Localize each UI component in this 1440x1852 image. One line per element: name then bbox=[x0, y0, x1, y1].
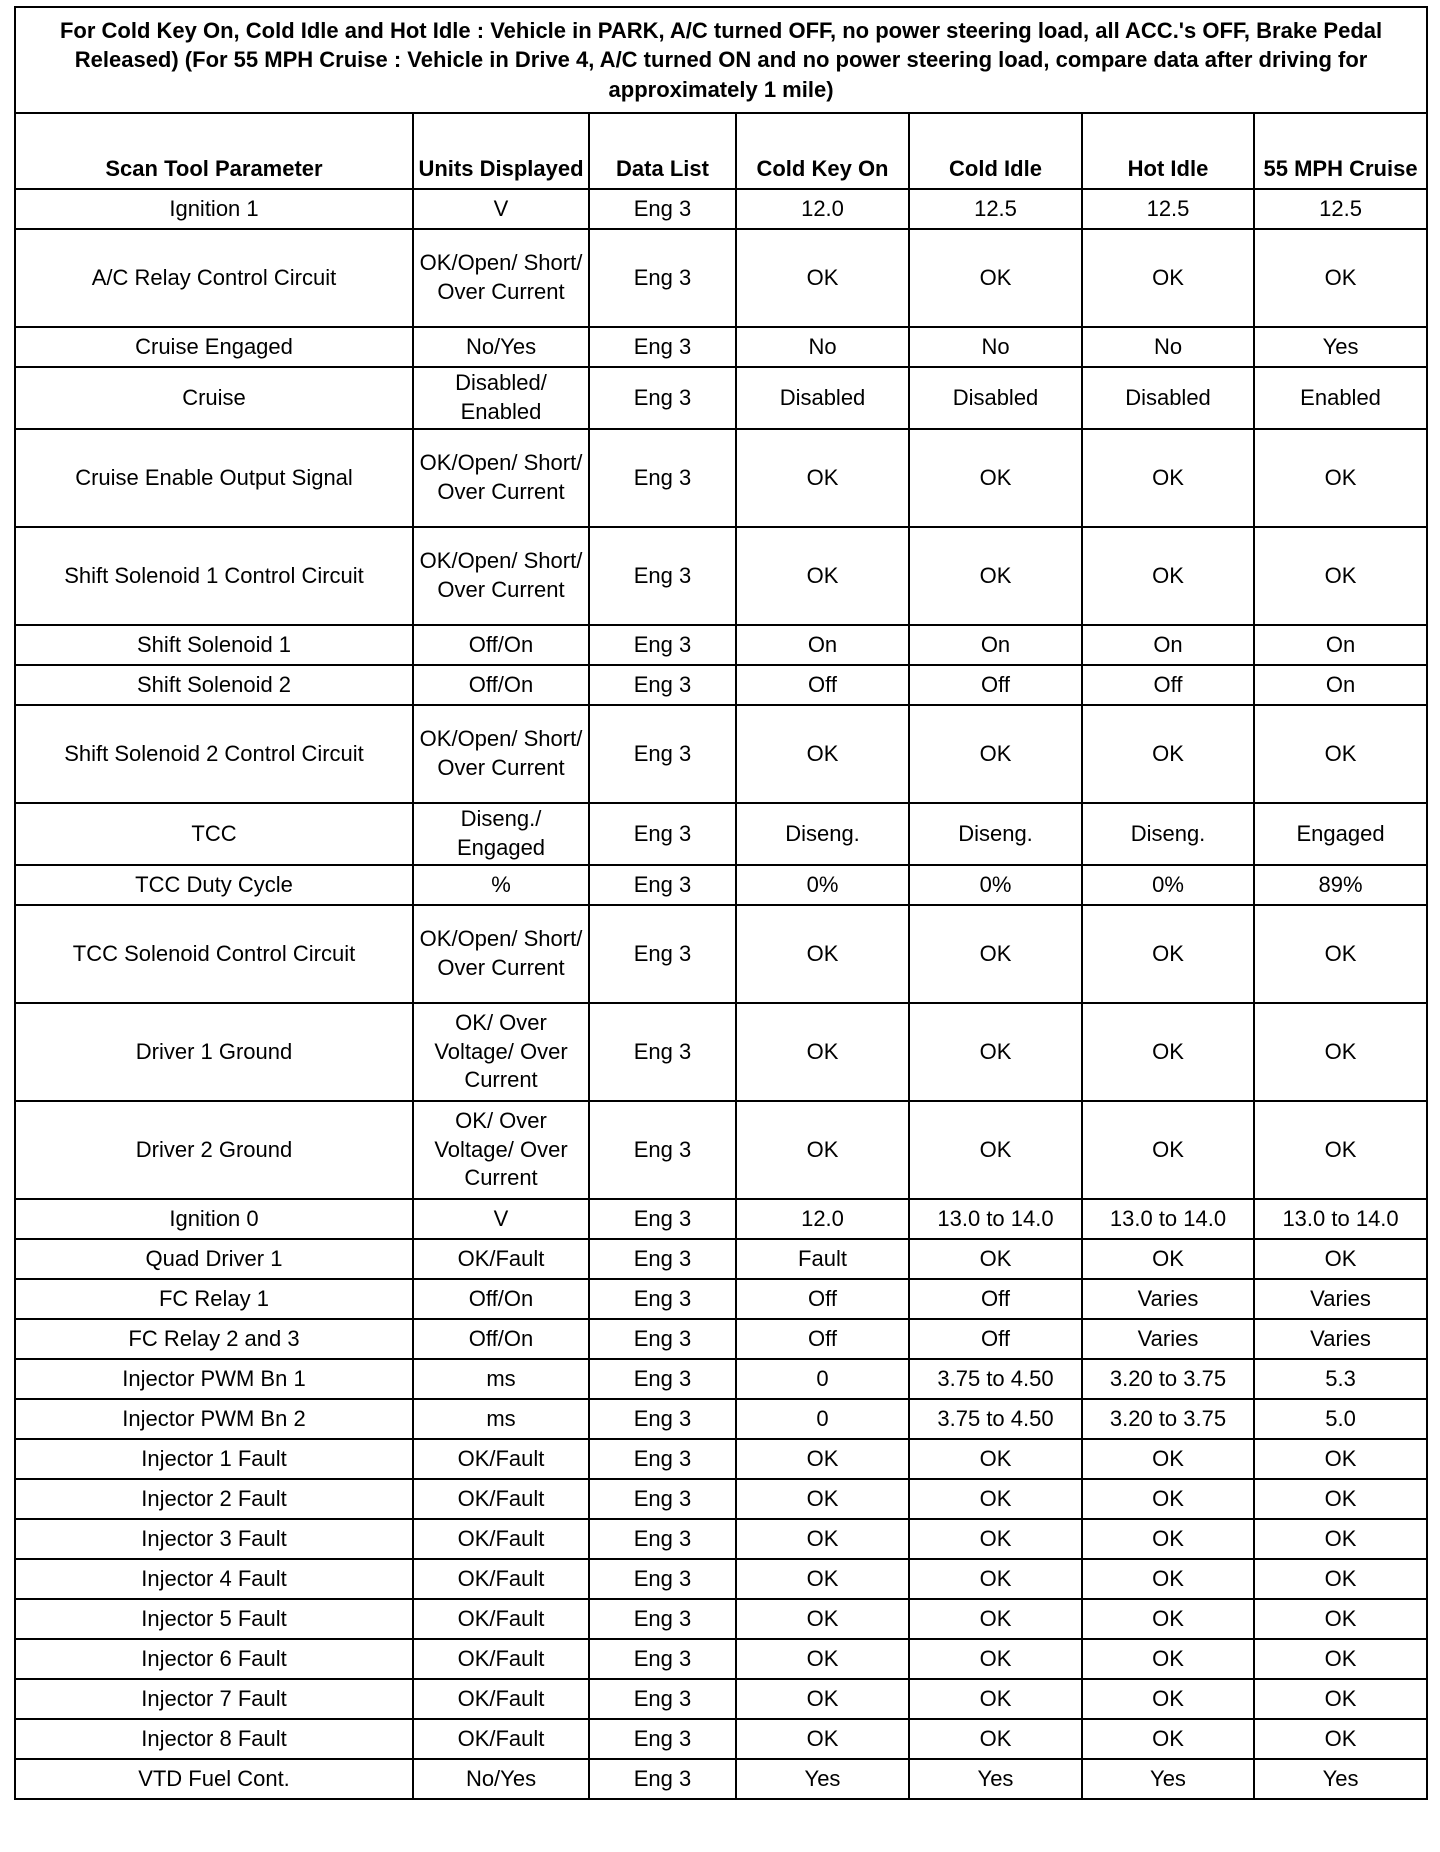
cell-hot-idle: OK bbox=[1082, 1439, 1254, 1479]
cell-cold-key-on: Disabled bbox=[736, 367, 909, 429]
table-row bbox=[15, 1679, 1427, 1719]
cell-cold-key-on: OK bbox=[736, 1719, 909, 1759]
cell-units: OK/Open/ Short/ Over Current bbox=[413, 527, 589, 625]
table-caption: For Cold Key On, Cold Idle and Hot Idle : Vehicle in PARK, A/C turned OFF, no power steering load, all ACC.'s OFF, Brake Pedal Released) (For 55 MPH Cruise : Vehicle in Drive 4, A/C turned ON and no power steering load, compare data after driving for approximately 1 mile) bbox=[15, 7, 1427, 113]
cell-data-list: Eng 3 bbox=[589, 1199, 736, 1239]
cell-55-mph-cruise: On bbox=[1254, 625, 1427, 665]
table-row bbox=[15, 803, 1427, 865]
cell-data-list: Eng 3 bbox=[589, 665, 736, 705]
cell-cold-key-on: OK bbox=[736, 1439, 909, 1479]
table-row bbox=[15, 429, 1427, 527]
cell-units: Diseng./ Engaged bbox=[413, 803, 589, 865]
cell-parameter: Driver 2 Ground bbox=[15, 1101, 413, 1199]
cell-cold-key-on: Off bbox=[736, 665, 909, 705]
cell-55-mph-cruise: 12.5 bbox=[1254, 189, 1427, 229]
cell-cold-key-on: 0 bbox=[736, 1359, 909, 1399]
cell-data-list: Eng 3 bbox=[589, 367, 736, 429]
cell-data-list: Eng 3 bbox=[589, 865, 736, 905]
table-row bbox=[15, 865, 1427, 905]
cell-cold-key-on: 0% bbox=[736, 865, 909, 905]
cell-parameter: Injector 2 Fault bbox=[15, 1479, 413, 1519]
cell-cold-key-on: Yes bbox=[736, 1759, 909, 1799]
cell-cold-idle: OK bbox=[909, 1101, 1082, 1199]
cell-parameter: A/C Relay Control Circuit bbox=[15, 229, 413, 327]
cell-cold-idle: Off bbox=[909, 1279, 1082, 1319]
cell-parameter: Injector 1 Fault bbox=[15, 1439, 413, 1479]
cell-data-list: Eng 3 bbox=[589, 1639, 736, 1679]
cell-hot-idle: OK bbox=[1082, 1479, 1254, 1519]
cell-units: OK/Fault bbox=[413, 1439, 589, 1479]
cell-parameter: Cruise bbox=[15, 367, 413, 429]
scan-tool-data-table bbox=[14, 6, 1428, 1800]
cell-hot-idle: On bbox=[1082, 625, 1254, 665]
cell-cold-key-on: Off bbox=[736, 1279, 909, 1319]
cell-units: OK/Fault bbox=[413, 1519, 589, 1559]
cell-parameter: Ignition 0 bbox=[15, 1199, 413, 1239]
cell-55-mph-cruise: 89% bbox=[1254, 865, 1427, 905]
cell-55-mph-cruise: Yes bbox=[1254, 1759, 1427, 1799]
cell-cold-idle: 13.0 to 14.0 bbox=[909, 1199, 1082, 1239]
cell-cold-key-on: OK bbox=[736, 1519, 909, 1559]
cell-units: No/Yes bbox=[413, 327, 589, 367]
cell-parameter: TCC Duty Cycle bbox=[15, 865, 413, 905]
cell-cold-idle: No bbox=[909, 327, 1082, 367]
cell-55-mph-cruise: Varies bbox=[1254, 1279, 1427, 1319]
cell-units: OK/Fault bbox=[413, 1719, 589, 1759]
cell-55-mph-cruise: Yes bbox=[1254, 327, 1427, 367]
cell-parameter: Shift Solenoid 2 bbox=[15, 665, 413, 705]
cell-parameter: Injector 6 Fault bbox=[15, 1639, 413, 1679]
cell-data-list: Eng 3 bbox=[589, 803, 736, 865]
cell-cold-key-on: Off bbox=[736, 1319, 909, 1359]
scan-tool-data-document bbox=[14, 6, 1426, 1800]
cell-cold-key-on: OK bbox=[736, 705, 909, 803]
cell-data-list: Eng 3 bbox=[589, 1479, 736, 1519]
cell-units: No/Yes bbox=[413, 1759, 589, 1799]
table-row bbox=[15, 665, 1427, 705]
cell-units: OK/Open/ Short/ Over Current bbox=[413, 429, 589, 527]
cell-data-list: Eng 3 bbox=[589, 429, 736, 527]
cell-data-list: Eng 3 bbox=[589, 1559, 736, 1599]
cell-55-mph-cruise: OK bbox=[1254, 1559, 1427, 1599]
cell-cold-key-on: OK bbox=[736, 1003, 909, 1101]
cell-55-mph-cruise: OK bbox=[1254, 229, 1427, 327]
cell-units: OK/ Over Voltage/ Over Current bbox=[413, 1003, 589, 1101]
cell-hot-idle: OK bbox=[1082, 429, 1254, 527]
cell-units: OK/Fault bbox=[413, 1639, 589, 1679]
table-row bbox=[15, 625, 1427, 665]
cell-data-list: Eng 3 bbox=[589, 1101, 736, 1199]
cell-hot-idle: Diseng. bbox=[1082, 803, 1254, 865]
cell-cold-key-on: OK bbox=[736, 1559, 909, 1599]
cell-cold-key-on: OK bbox=[736, 1679, 909, 1719]
cell-hot-idle: 12.5 bbox=[1082, 189, 1254, 229]
cell-cold-idle: OK bbox=[909, 1679, 1082, 1719]
cell-data-list: Eng 3 bbox=[589, 625, 736, 665]
cell-55-mph-cruise: OK bbox=[1254, 1639, 1427, 1679]
cell-cold-idle: 3.75 to 4.50 bbox=[909, 1399, 1082, 1439]
header-scan-tool-parameter: Scan Tool Parameter bbox=[15, 113, 413, 189]
cell-cold-idle: Disabled bbox=[909, 367, 1082, 429]
cell-data-list: Eng 3 bbox=[589, 705, 736, 803]
cell-cold-key-on: No bbox=[736, 327, 909, 367]
cell-cold-idle: OK bbox=[909, 1439, 1082, 1479]
cell-cold-idle: 12.5 bbox=[909, 189, 1082, 229]
cell-data-list: Eng 3 bbox=[589, 1279, 736, 1319]
cell-parameter: Shift Solenoid 1 Control Circuit bbox=[15, 527, 413, 625]
cell-units: ms bbox=[413, 1399, 589, 1439]
cell-55-mph-cruise: OK bbox=[1254, 1003, 1427, 1101]
header-cold-idle: Cold Idle bbox=[909, 113, 1082, 189]
table-row bbox=[15, 1519, 1427, 1559]
cell-parameter: Cruise Enable Output Signal bbox=[15, 429, 413, 527]
cell-parameter: Injector 8 Fault bbox=[15, 1719, 413, 1759]
cell-55-mph-cruise: OK bbox=[1254, 1239, 1427, 1279]
cell-hot-idle: OK bbox=[1082, 1003, 1254, 1101]
table-row bbox=[15, 367, 1427, 429]
table-row bbox=[15, 1559, 1427, 1599]
table-body bbox=[15, 189, 1427, 1799]
cell-parameter: Quad Driver 1 bbox=[15, 1239, 413, 1279]
cell-data-list: Eng 3 bbox=[589, 1719, 736, 1759]
cell-parameter: TCC Solenoid Control Circuit bbox=[15, 905, 413, 1003]
cell-units: OK/ Over Voltage/ Over Current bbox=[413, 1101, 589, 1199]
cell-data-list: Eng 3 bbox=[589, 1759, 736, 1799]
cell-units: OK/Fault bbox=[413, 1479, 589, 1519]
cell-cold-idle: Yes bbox=[909, 1759, 1082, 1799]
cell-data-list: Eng 3 bbox=[589, 1519, 736, 1559]
cell-hot-idle: No bbox=[1082, 327, 1254, 367]
cell-55-mph-cruise: 13.0 to 14.0 bbox=[1254, 1199, 1427, 1239]
cell-cold-idle: 3.75 to 4.50 bbox=[909, 1359, 1082, 1399]
cell-parameter: Shift Solenoid 2 Control Circuit bbox=[15, 705, 413, 803]
table-row bbox=[15, 1101, 1427, 1199]
cell-parameter: Shift Solenoid 1 bbox=[15, 625, 413, 665]
table-row bbox=[15, 1719, 1427, 1759]
cell-cold-idle: OK bbox=[909, 1239, 1082, 1279]
cell-hot-idle: 13.0 to 14.0 bbox=[1082, 1199, 1254, 1239]
cell-cold-idle: OK bbox=[909, 1639, 1082, 1679]
cell-55-mph-cruise: OK bbox=[1254, 1679, 1427, 1719]
cell-parameter: Injector 3 Fault bbox=[15, 1519, 413, 1559]
cell-units: OK/Fault bbox=[413, 1599, 589, 1639]
cell-hot-idle: OK bbox=[1082, 1719, 1254, 1759]
cell-data-list: Eng 3 bbox=[589, 1679, 736, 1719]
cell-parameter: TCC bbox=[15, 803, 413, 865]
cell-cold-key-on: OK bbox=[736, 527, 909, 625]
cell-55-mph-cruise: OK bbox=[1254, 1101, 1427, 1199]
cell-55-mph-cruise: OK bbox=[1254, 527, 1427, 625]
cell-parameter: Injector PWM Bn 2 bbox=[15, 1399, 413, 1439]
cell-data-list: Eng 3 bbox=[589, 1003, 736, 1101]
cell-55-mph-cruise: OK bbox=[1254, 1479, 1427, 1519]
table-row bbox=[15, 705, 1427, 803]
cell-parameter: VTD Fuel Cont. bbox=[15, 1759, 413, 1799]
table-row bbox=[15, 1359, 1427, 1399]
cell-cold-key-on: OK bbox=[736, 1101, 909, 1199]
cell-55-mph-cruise: On bbox=[1254, 665, 1427, 705]
cell-data-list: Eng 3 bbox=[589, 1319, 736, 1359]
cell-cold-key-on: OK bbox=[736, 429, 909, 527]
table-row bbox=[15, 1199, 1427, 1239]
cell-parameter: FC Relay 2 and 3 bbox=[15, 1319, 413, 1359]
cell-units: V bbox=[413, 1199, 589, 1239]
table-row bbox=[15, 1399, 1427, 1439]
cell-hot-idle: OK bbox=[1082, 1599, 1254, 1639]
cell-parameter: Ignition 1 bbox=[15, 189, 413, 229]
cell-cold-idle: OK bbox=[909, 1003, 1082, 1101]
cell-55-mph-cruise: Engaged bbox=[1254, 803, 1427, 865]
cell-cold-key-on: Diseng. bbox=[736, 803, 909, 865]
cell-units: Off/On bbox=[413, 1279, 589, 1319]
table-row bbox=[15, 1599, 1427, 1639]
cell-cold-idle: OK bbox=[909, 1559, 1082, 1599]
cell-hot-idle: 3.20 to 3.75 bbox=[1082, 1359, 1254, 1399]
cell-hot-idle: OK bbox=[1082, 229, 1254, 327]
table-row bbox=[15, 1759, 1427, 1799]
cell-cold-key-on: 12.0 bbox=[736, 189, 909, 229]
cell-data-list: Eng 3 bbox=[589, 229, 736, 327]
cell-hot-idle: Varies bbox=[1082, 1279, 1254, 1319]
cell-cold-idle: OK bbox=[909, 229, 1082, 327]
cell-parameter: Injector 5 Fault bbox=[15, 1599, 413, 1639]
cell-units: OK/Open/ Short/ Over Current bbox=[413, 229, 589, 327]
cell-cold-key-on: OK bbox=[736, 1639, 909, 1679]
table-row bbox=[15, 1279, 1427, 1319]
cell-cold-key-on: OK bbox=[736, 229, 909, 327]
table-row bbox=[15, 905, 1427, 1003]
cell-55-mph-cruise: 5.3 bbox=[1254, 1359, 1427, 1399]
cell-data-list: Eng 3 bbox=[589, 1359, 736, 1399]
table-row bbox=[15, 1239, 1427, 1279]
cell-data-list: Eng 3 bbox=[589, 1399, 736, 1439]
cell-cold-key-on: OK bbox=[736, 1479, 909, 1519]
cell-units: OK/Fault bbox=[413, 1239, 589, 1279]
cell-55-mph-cruise: OK bbox=[1254, 1599, 1427, 1639]
cell-parameter: Injector 7 Fault bbox=[15, 1679, 413, 1719]
cell-cold-idle: Off bbox=[909, 1319, 1082, 1359]
cell-cold-idle: OK bbox=[909, 1599, 1082, 1639]
cell-cold-idle: OK bbox=[909, 1479, 1082, 1519]
cell-hot-idle: OK bbox=[1082, 705, 1254, 803]
cell-cold-idle: OK bbox=[909, 527, 1082, 625]
cell-cold-key-on: OK bbox=[736, 1599, 909, 1639]
cell-parameter: FC Relay 1 bbox=[15, 1279, 413, 1319]
header-units-displayed: Units Displayed bbox=[413, 113, 589, 189]
table-row bbox=[15, 1439, 1427, 1479]
cell-55-mph-cruise: OK bbox=[1254, 705, 1427, 803]
cell-data-list: Eng 3 bbox=[589, 527, 736, 625]
cell-cold-idle: Diseng. bbox=[909, 803, 1082, 865]
cell-units: OK/Fault bbox=[413, 1679, 589, 1719]
cell-cold-idle: 0% bbox=[909, 865, 1082, 905]
cell-cold-key-on: 0 bbox=[736, 1399, 909, 1439]
cell-hot-idle: OK bbox=[1082, 527, 1254, 625]
cell-hot-idle: OK bbox=[1082, 1639, 1254, 1679]
cell-hot-idle: OK bbox=[1082, 1559, 1254, 1599]
cell-cold-idle: OK bbox=[909, 905, 1082, 1003]
cell-data-list: Eng 3 bbox=[589, 327, 736, 367]
cell-hot-idle: 0% bbox=[1082, 865, 1254, 905]
cell-hot-idle: Off bbox=[1082, 665, 1254, 705]
cell-cold-idle: OK bbox=[909, 1719, 1082, 1759]
cell-55-mph-cruise: OK bbox=[1254, 905, 1427, 1003]
cell-cold-idle: Off bbox=[909, 665, 1082, 705]
table-row bbox=[15, 229, 1427, 327]
cell-55-mph-cruise: 5.0 bbox=[1254, 1399, 1427, 1439]
table-row bbox=[15, 1319, 1427, 1359]
cell-units: OK/Open/ Short/ Over Current bbox=[413, 905, 589, 1003]
table-row bbox=[15, 1639, 1427, 1679]
cell-hot-idle: OK bbox=[1082, 905, 1254, 1003]
header-data-list: Data List bbox=[589, 113, 736, 189]
cell-data-list: Eng 3 bbox=[589, 1239, 736, 1279]
table-row bbox=[15, 189, 1427, 229]
cell-cold-idle: OK bbox=[909, 1519, 1082, 1559]
cell-units: OK/Open/ Short/ Over Current bbox=[413, 705, 589, 803]
cell-55-mph-cruise: OK bbox=[1254, 1439, 1427, 1479]
header-cold-key-on: Cold Key On bbox=[736, 113, 909, 189]
header-row bbox=[15, 113, 1427, 189]
cell-units: OK/Fault bbox=[413, 1559, 589, 1599]
cell-units: Disabled/ Enabled bbox=[413, 367, 589, 429]
cell-cold-key-on: Fault bbox=[736, 1239, 909, 1279]
cell-55-mph-cruise: OK bbox=[1254, 429, 1427, 527]
cell-hot-idle: 3.20 to 3.75 bbox=[1082, 1399, 1254, 1439]
cell-hot-idle: OK bbox=[1082, 1101, 1254, 1199]
cell-cold-key-on: 12.0 bbox=[736, 1199, 909, 1239]
cell-cold-idle: OK bbox=[909, 705, 1082, 803]
table-row bbox=[15, 327, 1427, 367]
cell-hot-idle: Varies bbox=[1082, 1319, 1254, 1359]
table-row bbox=[15, 1003, 1427, 1101]
table-row bbox=[15, 1479, 1427, 1519]
cell-cold-idle: On bbox=[909, 625, 1082, 665]
cell-units: Off/On bbox=[413, 665, 589, 705]
cell-units: V bbox=[413, 189, 589, 229]
cell-parameter: Driver 1 Ground bbox=[15, 1003, 413, 1101]
cell-parameter: Injector PWM Bn 1 bbox=[15, 1359, 413, 1399]
cell-55-mph-cruise: OK bbox=[1254, 1719, 1427, 1759]
cell-parameter: Injector 4 Fault bbox=[15, 1559, 413, 1599]
cell-hot-idle: Disabled bbox=[1082, 367, 1254, 429]
cell-hot-idle: OK bbox=[1082, 1679, 1254, 1719]
cell-data-list: Eng 3 bbox=[589, 1599, 736, 1639]
table-row bbox=[15, 527, 1427, 625]
cell-data-list: Eng 3 bbox=[589, 1439, 736, 1479]
cell-hot-idle: OK bbox=[1082, 1519, 1254, 1559]
header-hot-idle: Hot Idle bbox=[1082, 113, 1254, 189]
cell-data-list: Eng 3 bbox=[589, 189, 736, 229]
cell-parameter: Cruise Engaged bbox=[15, 327, 413, 367]
cell-data-list: Eng 3 bbox=[589, 905, 736, 1003]
cell-55-mph-cruise: Varies bbox=[1254, 1319, 1427, 1359]
cell-55-mph-cruise: Enabled bbox=[1254, 367, 1427, 429]
cell-cold-key-on: On bbox=[736, 625, 909, 665]
cell-55-mph-cruise: OK bbox=[1254, 1519, 1427, 1559]
header-55-mph-cruise: 55 MPH Cruise bbox=[1254, 113, 1427, 189]
cell-units: ms bbox=[413, 1359, 589, 1399]
cell-units: Off/On bbox=[413, 1319, 589, 1359]
cell-hot-idle: Yes bbox=[1082, 1759, 1254, 1799]
cell-cold-idle: OK bbox=[909, 429, 1082, 527]
cell-cold-key-on: OK bbox=[736, 905, 909, 1003]
caption-row bbox=[15, 7, 1427, 113]
cell-units: Off/On bbox=[413, 625, 589, 665]
cell-hot-idle: OK bbox=[1082, 1239, 1254, 1279]
cell-units: % bbox=[413, 865, 589, 905]
